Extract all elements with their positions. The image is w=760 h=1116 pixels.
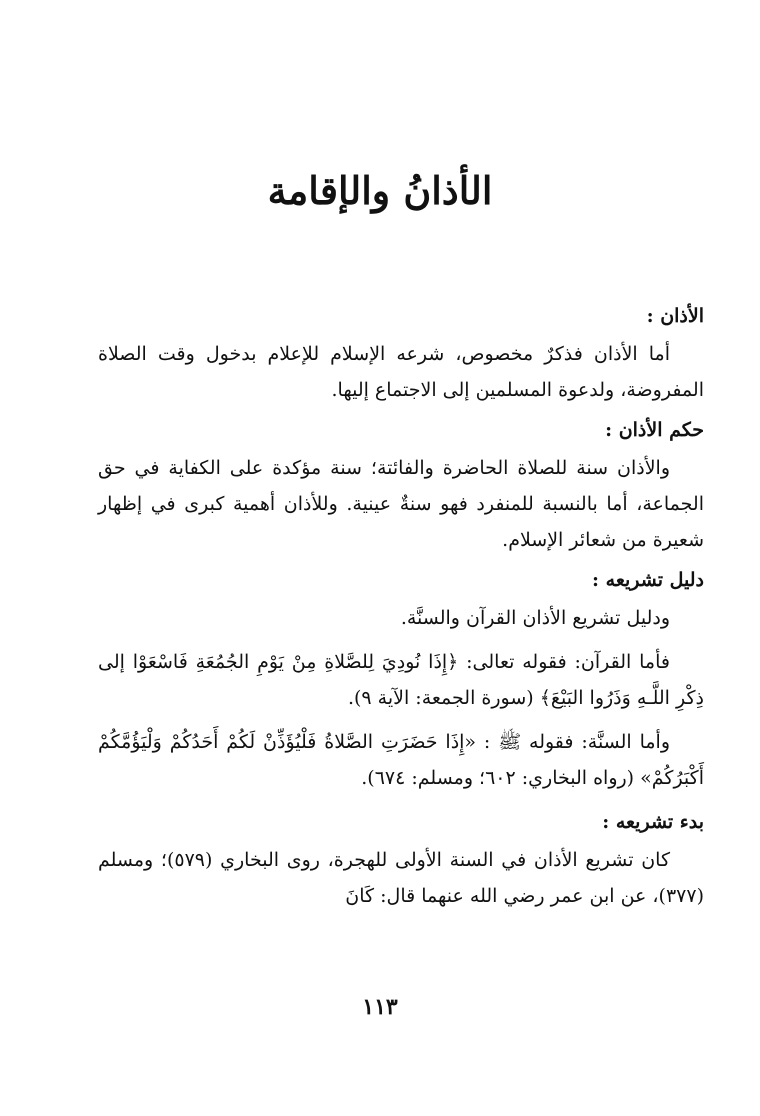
- section-heading-beginning: بدء تشريعه :: [602, 811, 704, 833]
- paragraph-beginning: كان تشريع الأذان في السنة الأولى للهجرة، روى البخاري (٥٧٩)؛ ومسلم (٣٧٧)، عن ابن عمر رضي الله عنهما قال: كَانَ: [98, 849, 704, 907]
- section-heading-ruling: حكم الأذان :: [605, 419, 704, 441]
- page-body: [98, 298, 704, 918]
- paragraph-evidence-intro: ودليل تشريع الأذان القرآن والسنَّة.: [400, 607, 670, 629]
- paragraph-adhan-ruling: والأذان سنة للصلاة الحاضرة والفائتة؛ سنة مؤكدة على الكفاية في حق الجماعة، أما بالنسبة للمنفرد فهو سنةٌ عينية. وللأذان أهمية كبرى في إظهار شعيرة من شعائر الإسلام.: [98, 457, 704, 551]
- paragraph-adhan-definition: أما الأذان فذكرٌ مخصوص، شرعه الإسلام للإعلام بدخول وقت الصلاة المفروضة، ولدعوة المسلمين إلى الاجتماع إليها.: [98, 343, 704, 401]
- page-number: ١١٣: [362, 994, 398, 1020]
- section-heading-adhan: الأذان :: [646, 305, 704, 327]
- chapter-title: الأذانُ والإقامة: [267, 168, 493, 213]
- section-heading-evidence: دليل تشريعه :: [592, 569, 704, 591]
- paragraph-sunnah-evidence: وأما السنَّة: فقوله ﷺ : «إِذَا حَضَرَتِ الصَّلاةُ فَلْيُؤَذِّنْ لَكُمْ أَحَدُكُمْ وَلْيَؤُمَّكُمْ أَكْبَرُكُمْ» (رواه البخاري: ٦٠٢؛ ومسلم: ٦٧٤).: [98, 731, 704, 789]
- paragraph-quran-evidence: فأما القرآن: فقوله تعالى: ﴿إِذَا نُودِيَ لِلصَّلاةِ مِنْ يَوْمِ الجُمُعَةِ فَاسْعَوْا إلى ذِكْرِ اللَّـهِ وَذَرُوا البَيْعَ﴾ (سورة الجمعة: الآية ٩).: [98, 651, 704, 709]
